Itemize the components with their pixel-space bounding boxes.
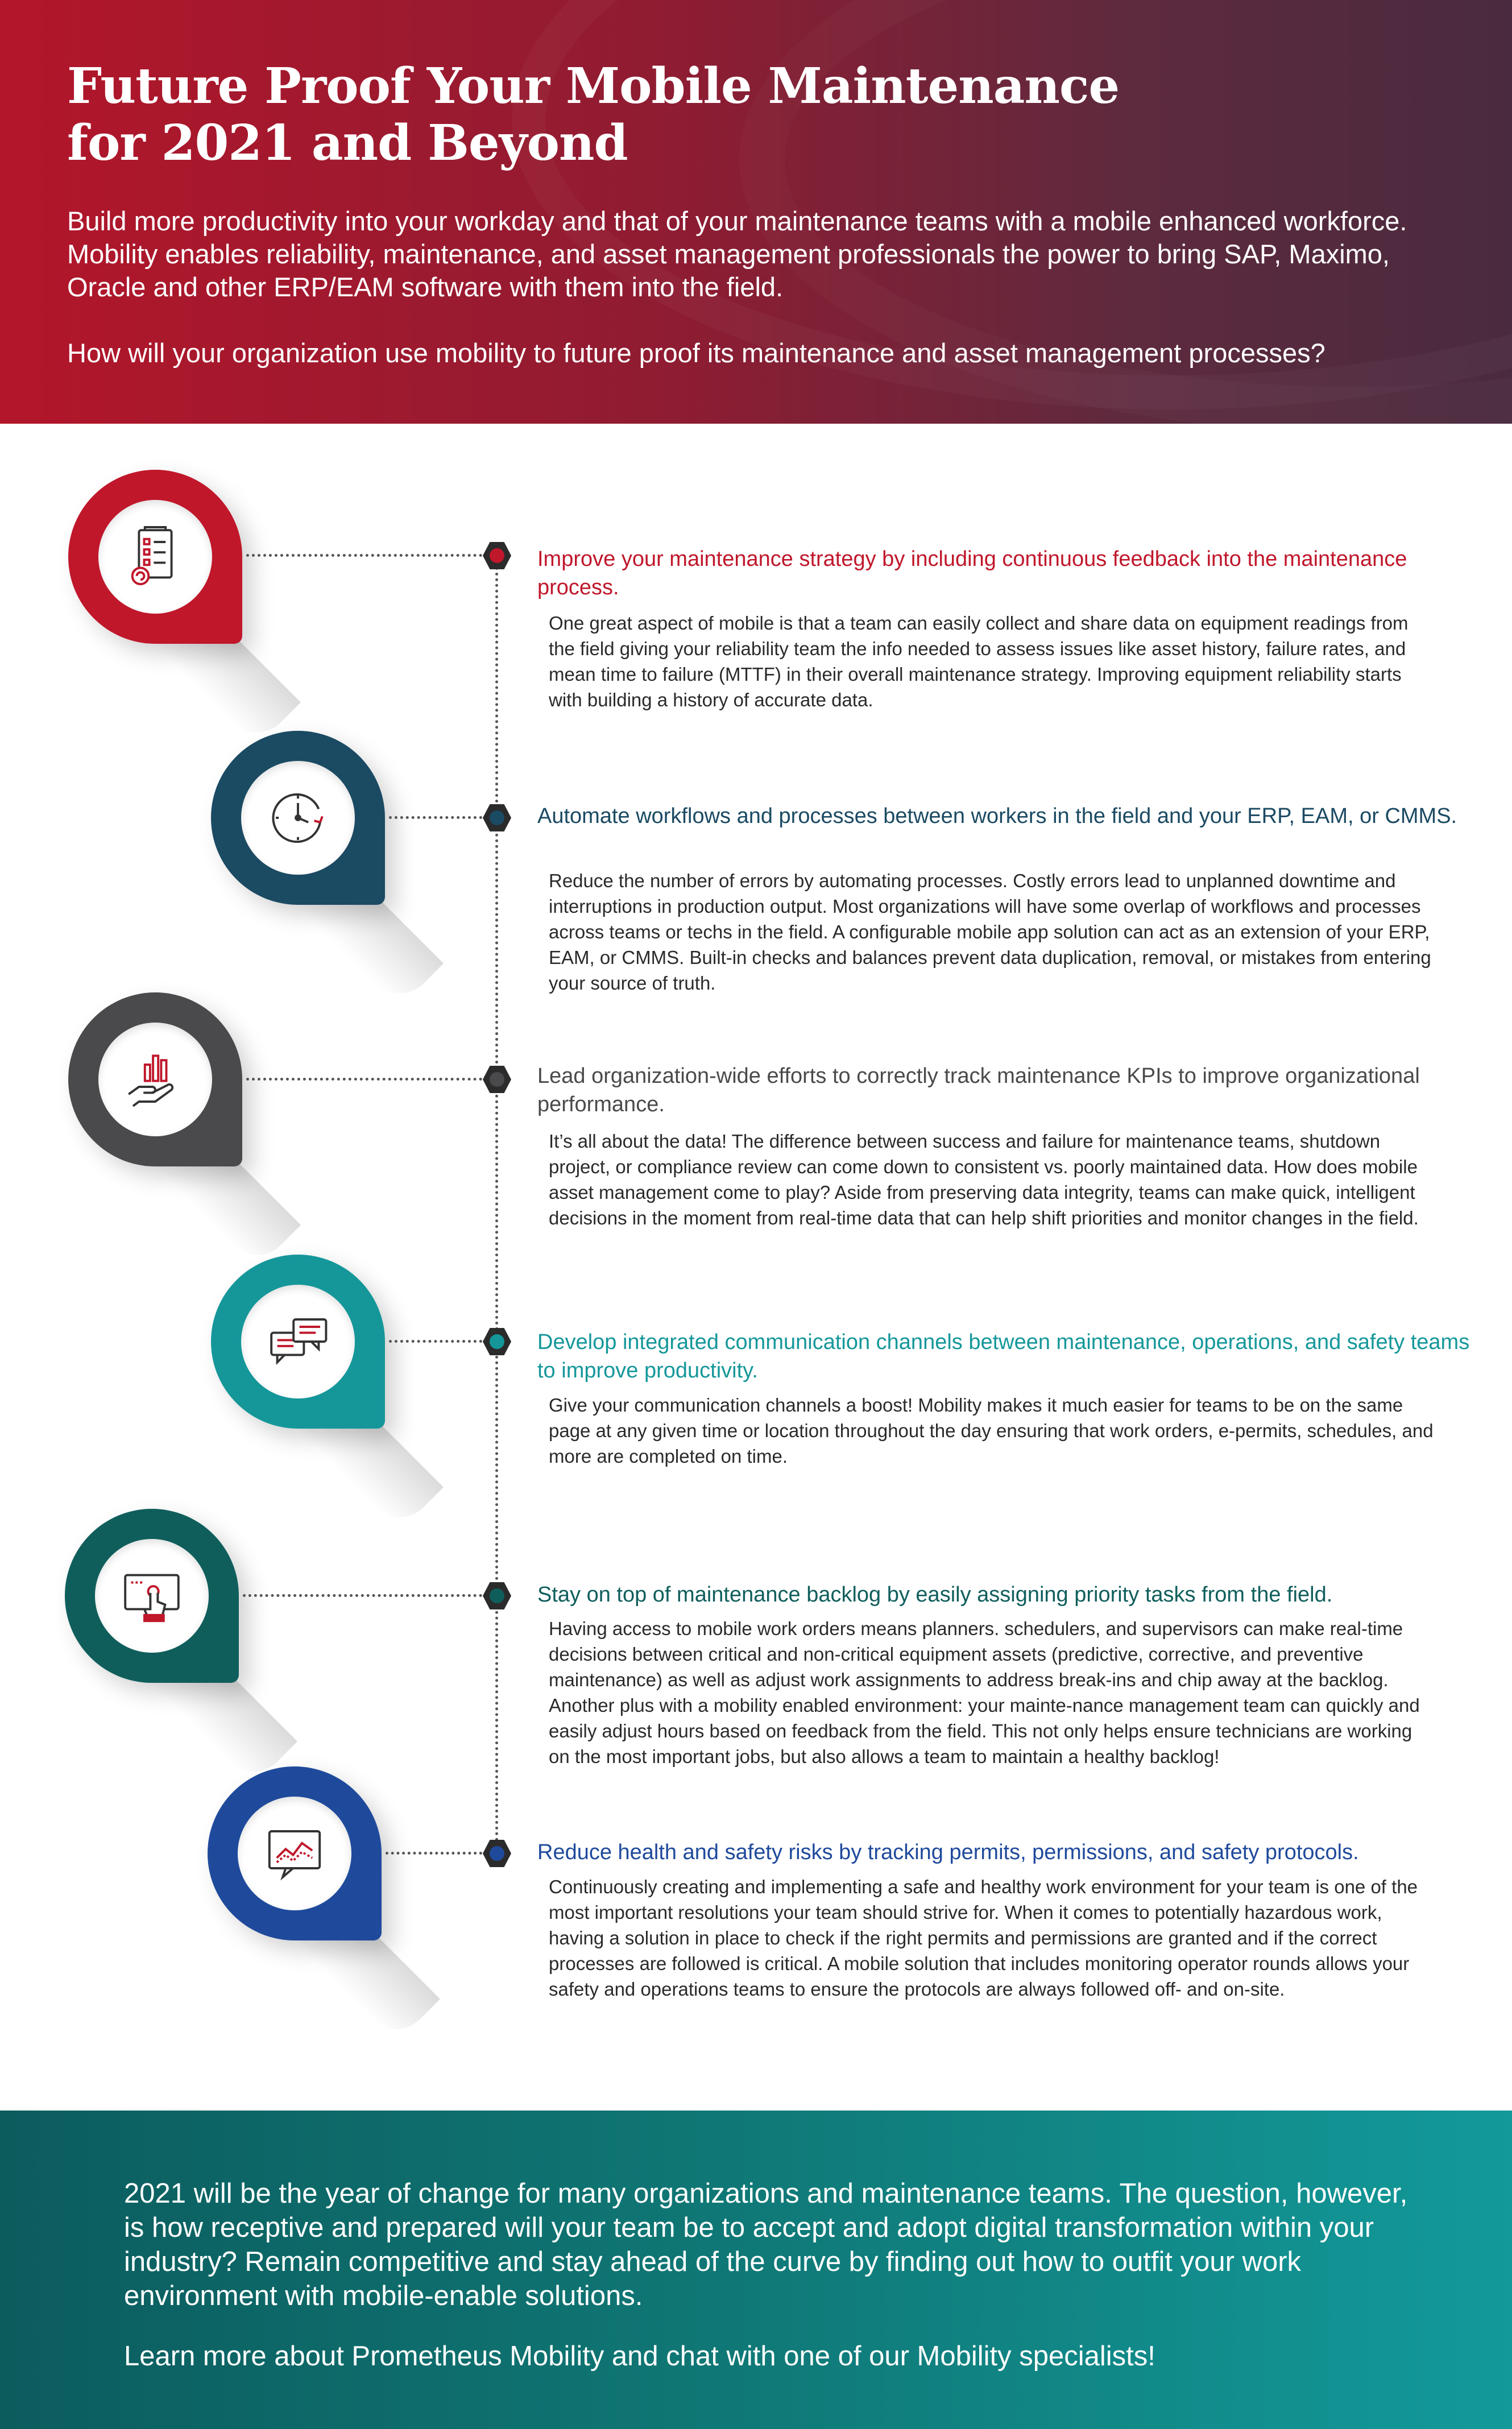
step-4-badge xyxy=(211,1255,450,1493)
safety-chart-icon xyxy=(258,1816,332,1890)
step-6-heading: Reduce health and safety risks by tracking permits, permissions, and safety protocols. xyxy=(537,1840,1359,1864)
step-3-badge xyxy=(68,992,307,1231)
step-6-connector xyxy=(386,1852,482,1855)
header-banner xyxy=(0,0,1512,424)
step-4-connector xyxy=(389,1340,482,1343)
step-5-body: Having access to mobile work orders means planners. schedulers, and supervisors can make real-time decisions between critical and non-critical equipment assets (predictive, corrective, and preventive maintenance) as well as adjust work assignments to address break-ins and chip away at the backlog. Another plus with a mobility enabled environment: your mainte-nance management team can quickly and easily adjust hours based on feedback from the field. This not only helps ensure technicians are working on the most important jobs, but also allows a team to maintain a healthy backlog! xyxy=(549,1618,1420,1767)
step-2-heading: Automate workflows and processes between workers in the field and your ERP, EAM, or CMMS. xyxy=(537,804,1457,828)
title-line-1: Future Proof Your Mobile Maintenance xyxy=(67,57,1120,115)
cta-text[interactable]: Learn more about Prometheus Mobility and chat with one of our Mobility specialists! xyxy=(124,2341,1155,2372)
intro-paragraph: Build more productivity into your workday and that of your maintenance teams with a mobile enhanced workforce. Mobility enables reliability, maintenance, and asset management professionals the power to bring SAP, Maximo, Oracle and other ERP/EAM software with them into the field. xyxy=(67,206,1407,302)
footer-banner xyxy=(0,2111,1512,2429)
step-4-heading: Develop integrated communication channels between maintenance, operations, and safety teams to improve productivity. xyxy=(537,1330,1470,1383)
step-5-ring xyxy=(65,1509,239,1683)
step-1-connector xyxy=(246,554,482,557)
touch-screen-icon xyxy=(115,1559,189,1633)
step-5-node xyxy=(483,1582,511,1610)
closing-paragraph: 2021 will be the year of change for many organizations and maintenance teams. The question, however, is how receptive and prepared will your team be to accept and adopt digital transformation within your industry? Remain competitive and stay ahead of the curve by finding out how to outfit your work environment with mobile-enable solutions. xyxy=(124,2178,1408,2311)
step-6-body: Continuously creating and implementing a safe and healthy work environment for your team is one of the most important resolutions your team should strive for. When it comes to potentially hazardous work, having a solution in place to check if the right permits and permissions are granted and if the correct processes are followed is critical. A mobile solution that includes monitoring operator rounds allows your safety and operations teams to ensure the protocols are always followed off- and on-site. xyxy=(549,1876,1418,2000)
page-title xyxy=(67,58,1148,172)
step-3-connector xyxy=(246,1078,482,1081)
step-5-heading: Stay on top of maintenance backlog by easily assigning priority tasks from the field. xyxy=(537,1583,1333,1607)
clock-cycle-icon xyxy=(261,781,335,855)
step-3-ring xyxy=(68,992,242,1166)
step-1-heading: Improve your maintenance strategy by including continuous feedback into the maintenance process. xyxy=(537,547,1407,599)
step-4-body: Give your communication channels a boost! Mobility makes it much easier for teams to be on the same page at any given time or location throughout the day ensuring that work orders, e-permits, schedules, and more are completed on time. xyxy=(549,1394,1434,1467)
step-1-ring xyxy=(68,470,242,644)
step-3-heading: Lead organization-wide efforts to correctly track maintenance KPIs to improve organizational performance. xyxy=(537,1064,1420,1116)
step-6-node xyxy=(483,1839,511,1868)
step-2-connector xyxy=(389,816,482,819)
step-4-node xyxy=(483,1327,511,1356)
step-6-ring xyxy=(208,1766,382,1940)
title-line-2: for 2021 and Beyond xyxy=(67,114,628,172)
step-2-badge xyxy=(211,731,450,970)
step-3-node xyxy=(483,1065,511,1094)
checklist-icon xyxy=(118,520,192,594)
timeline-line xyxy=(495,556,498,1853)
step-1-body: One great aspect of mobile is that a team can easily collect and share data on equipment readings from the field giving your reliability team the info needed to assess issues like asset history, failure rates, and mean time to failure (MTTF) in their overall maintenance strategy. Improving equipment reliability starts with building a history of accurate data. xyxy=(549,613,1409,710)
step-4-ring xyxy=(211,1255,385,1429)
step-6-badge xyxy=(208,1766,446,2005)
step-1-badge xyxy=(68,470,307,709)
step-5-badge xyxy=(65,1509,304,1748)
step-5-connector xyxy=(243,1594,482,1597)
chat-bubbles-icon xyxy=(261,1305,335,1379)
intro-question: How will your organization use mobility to future proof its maintenance and asset management processes? xyxy=(67,338,1325,368)
step-2-body: Reduce the number of errors by automating processes. Costly errors lead to unplanned downtime and interruptions in production output. Most organizations will have some overlap of workflows and processes across teams or techs in the field. A configurable mobile app solution can act as an extension of your ERP, EAM, or CMMS. Built-in checks and balances prevent data duplication, removal, or mistakes from entering your source of truth. xyxy=(549,870,1431,994)
step-2-ring xyxy=(211,731,385,905)
step-3-body: It’s all about the data! The difference between success and failure for maintenance teams, shutdown project, or compliance review can come down to consistent vs. poorly maintained data. How does mobile asset management come to play? Aside from preserving data integrity, teams can make quick, intelligent decisions in the moment from real-time data that can help shift priorities and monitor changes in the field. xyxy=(549,1131,1419,1228)
hand-chart-icon xyxy=(118,1042,192,1116)
step-2-node xyxy=(483,804,511,832)
step-1-node xyxy=(483,541,511,570)
